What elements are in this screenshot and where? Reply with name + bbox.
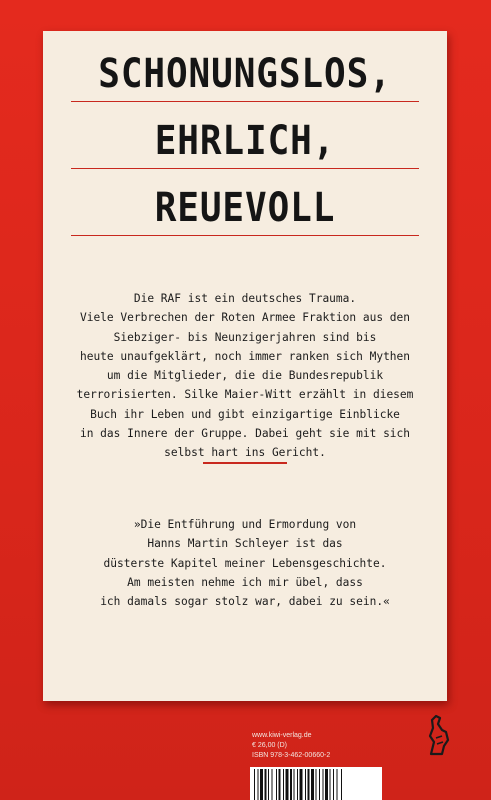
title-line-2: EHRLICH, bbox=[154, 118, 336, 164]
quote-line: ich damals sogar stolz war, dabei zu sein.« bbox=[100, 595, 390, 609]
quote-line: »Die Entführung und Ermordung von bbox=[133, 518, 357, 531]
blurb-text bbox=[63, 289, 427, 463]
title-rule bbox=[71, 168, 419, 169]
title-rule bbox=[71, 235, 419, 236]
quote-text bbox=[63, 515, 427, 611]
section-divider bbox=[203, 462, 287, 464]
blurb-line: Die RAF ist ein deutsches Trauma. bbox=[133, 292, 357, 305]
blurb-line: in das Innere der Gruppe. Dabei geht sie mit sich bbox=[79, 427, 411, 441]
blurb-line: selbst hart ins Gericht. bbox=[164, 446, 326, 460]
blurb-line: Viele Verbrechen der Roten Armee Fraktion aus den bbox=[79, 311, 411, 325]
blurb-line: Siebziger- bis Neunzigerjahren sind bis bbox=[113, 330, 377, 344]
blurb-line: terrorisierten. Silke Maier-Witt erzählt in diesem bbox=[76, 388, 414, 402]
title-block bbox=[71, 49, 419, 250]
quote-line: düsterste Kapitel meiner Lebensgeschichte. bbox=[103, 556, 387, 570]
title-line-3: REUEVOLL bbox=[154, 185, 336, 231]
price-label: € 26,00 (D) bbox=[252, 742, 288, 749]
quote-line: Am meisten nehme ich mir übel, dass bbox=[127, 575, 363, 589]
publisher-website: www.kiwi-verlag.de bbox=[252, 732, 312, 739]
blurb-line: heute unaufgeklärt, noch immer ranken sich Mythen bbox=[79, 349, 411, 363]
kiwi-bird-logo-icon bbox=[424, 712, 454, 756]
title-rule bbox=[71, 101, 419, 102]
barcode-icon bbox=[250, 767, 382, 800]
back-cover-card bbox=[43, 31, 447, 701]
isbn-label: ISBN 978-3-462-00660-2 bbox=[252, 752, 331, 759]
quote-line: Hanns Martin Schleyer ist das bbox=[147, 537, 343, 551]
blurb-line: um die Mitglieder, die die Bundesrepublik bbox=[106, 369, 384, 383]
title-line-1: SCHONUNGSLOS, bbox=[98, 51, 392, 97]
blurb-line: Buch ihr Leben und gibt einzigartige Einblicke bbox=[90, 407, 400, 421]
imprint-info bbox=[252, 731, 330, 761]
